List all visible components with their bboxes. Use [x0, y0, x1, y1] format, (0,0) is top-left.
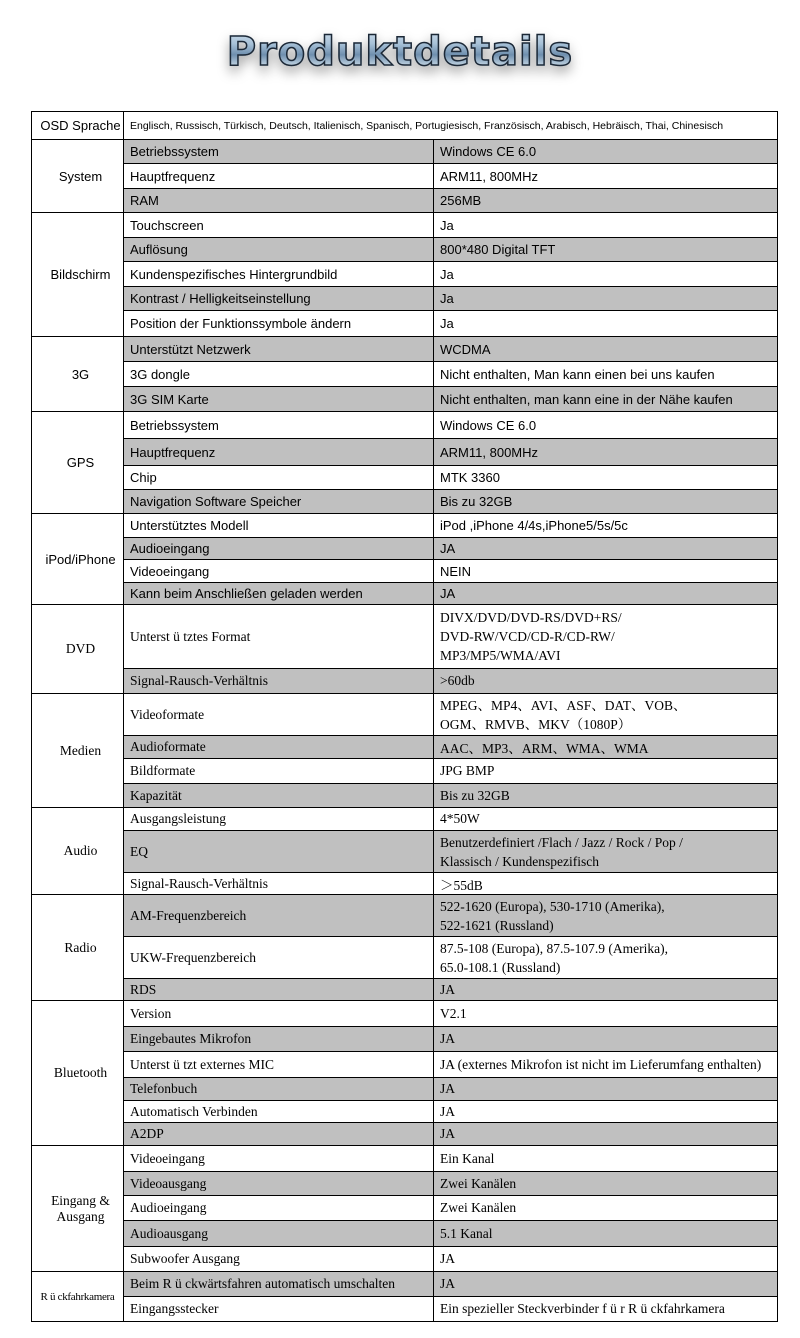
- spec-row: [32, 439, 778, 466]
- spec-row: [32, 238, 778, 262]
- spec-key: Telefonbuch: [124, 1078, 434, 1101]
- category-kamera: R ü ckfahrkamera: [32, 1272, 124, 1322]
- spec-key: Kundenspezifisches Hintergrundbild: [124, 262, 434, 287]
- spec-row: [32, 466, 778, 490]
- spec-row: [32, 808, 778, 831]
- spec-row: [32, 140, 778, 164]
- spec-key: Videoausgang: [124, 1172, 434, 1196]
- spec-value: ARM11, 800MHz: [434, 439, 778, 466]
- spec-key: Eingebautes Mikrofon: [124, 1027, 434, 1052]
- header-banner: [0, 24, 800, 94]
- spec-label-osd: OSD Sprache: [32, 112, 124, 140]
- spec-value: 522-1620 (Europa), 530-1710 (Amerika), 522-1621 (Russland): [434, 895, 778, 937]
- spec-key: Chip: [124, 466, 434, 490]
- spec-value: Benutzerdefiniert /Flach / Jazz / Rock / Pop / Klassisch / Kundenspezifisch: [434, 831, 778, 873]
- category-radio: Radio: [32, 895, 124, 1001]
- spec-value: Zwei Kanälen: [434, 1172, 778, 1196]
- spec-row: [32, 873, 778, 895]
- category-medien: Medien: [32, 694, 124, 808]
- category-dvd: DVD: [32, 605, 124, 694]
- spec-value: NEIN: [434, 560, 778, 583]
- spec-value: JPG BMP: [434, 759, 778, 784]
- spec-key: Audioeingang: [124, 538, 434, 560]
- product-specs-table: [31, 111, 778, 1322]
- spec-key: AM-Frequenzbereich: [124, 895, 434, 937]
- spec-value: 4*50W: [434, 808, 778, 831]
- spec-key: Ausgangsleistung: [124, 808, 434, 831]
- spec-key: Kann beim Anschließen geladen werden: [124, 583, 434, 605]
- spec-value: JA: [434, 1123, 778, 1146]
- spec-row: [32, 583, 778, 605]
- spec-key: Signal-Rausch-Verhältnis: [124, 669, 434, 694]
- spec-key: Hauptfrequenz: [124, 439, 434, 466]
- spec-value: Ja: [434, 262, 778, 287]
- spec-value: JA: [434, 583, 778, 605]
- spec-row: [32, 490, 778, 514]
- spec-key: Signal-Rausch-Verhältnis: [124, 873, 434, 895]
- spec-row: [32, 1247, 778, 1272]
- spec-value: Windows CE 6.0: [434, 412, 778, 439]
- spec-key: Unterst ü tztes Format: [124, 605, 434, 669]
- spec-value: ＞55dB: [434, 873, 778, 895]
- spec-row: [32, 287, 778, 311]
- spec-key: Eingangsstecker: [124, 1297, 434, 1322]
- spec-row: [32, 1123, 778, 1146]
- spec-row: [32, 560, 778, 583]
- spec-key: Audioeingang: [124, 1196, 434, 1221]
- spec-row: [32, 337, 778, 362]
- spec-row: [32, 189, 778, 213]
- spec-key: Betriebssystem: [124, 412, 434, 439]
- spec-key: Subwoofer Ausgang: [124, 1247, 434, 1272]
- spec-key: Kapazität: [124, 784, 434, 808]
- spec-key: Betriebssystem: [124, 140, 434, 164]
- spec-row: [32, 831, 778, 873]
- spec-value: Ja: [434, 311, 778, 337]
- spec-value: Zwei Kanälen: [434, 1196, 778, 1221]
- spec-value: Nicht enthalten, Man kann einen bei uns kaufen: [434, 362, 778, 387]
- spec-row: [32, 362, 778, 387]
- spec-row: [32, 605, 778, 669]
- spec-row: [32, 412, 778, 439]
- category-g3: 3G: [32, 337, 124, 412]
- spec-value: Bis zu 32GB: [434, 490, 778, 514]
- spec-key: Kontrast / Helligkeitseinstellung: [124, 287, 434, 311]
- spec-key: Automatisch Verbinden: [124, 1101, 434, 1123]
- spec-key: Videoformate: [124, 694, 434, 736]
- spec-row: [32, 895, 778, 937]
- spec-value: DIVX/DVD/DVD-RS/DVD+RS/ DVD-RW/VCD/CD-R/CD-RW/ MP3/MP5/WMA/AVI: [434, 605, 778, 669]
- category-bluetooth: Bluetooth: [32, 1001, 124, 1146]
- spec-key: 3G SIM Karte: [124, 387, 434, 412]
- spec-row: [32, 694, 778, 736]
- spec-key: RDS: [124, 979, 434, 1001]
- spec-key: EQ: [124, 831, 434, 873]
- spec-row: [32, 759, 778, 784]
- spec-row: [32, 387, 778, 412]
- spec-value: V2.1: [434, 1001, 778, 1027]
- spec-row: [32, 1078, 778, 1101]
- spec-value: JA (externes Mikrofon ist nicht im Lieferumfang enthalten): [434, 1052, 778, 1078]
- spec-row: [32, 311, 778, 337]
- spec-value: AAC、MP3、ARM、WMA、WMA: [434, 736, 778, 759]
- spec-key: Unterstütztes Modell: [124, 514, 434, 538]
- spec-row: [32, 1101, 778, 1123]
- spec-value: JA: [434, 1078, 778, 1101]
- spec-value: MTK 3360: [434, 466, 778, 490]
- spec-value: JA: [434, 1027, 778, 1052]
- spec-key: UKW-Frequenzbereich: [124, 937, 434, 979]
- spec-value: JA: [434, 1247, 778, 1272]
- spec-key: Audioausgang: [124, 1221, 434, 1247]
- category-bildschirm: Bildschirm: [32, 213, 124, 337]
- spec-key: RAM: [124, 189, 434, 213]
- spec-value: >60db: [434, 669, 778, 694]
- spec-key: 3G dongle: [124, 362, 434, 387]
- spec-row: [32, 213, 778, 238]
- spec-value: iPod ,iPhone 4/4s,iPhone5/5s/5c: [434, 514, 778, 538]
- spec-key: Touchscreen: [124, 213, 434, 238]
- spec-row-osd: [32, 112, 778, 140]
- spec-key: A2DP: [124, 1123, 434, 1146]
- spec-row: [32, 262, 778, 287]
- spec-value: Ein Kanal: [434, 1146, 778, 1172]
- spec-row: [32, 1297, 778, 1322]
- spec-row: [32, 669, 778, 694]
- spec-value: JA: [434, 979, 778, 1001]
- spec-value: JA: [434, 538, 778, 560]
- spec-row: [32, 736, 778, 759]
- spec-value: JA: [434, 1272, 778, 1297]
- spec-value: 800*480 Digital TFT: [434, 238, 778, 262]
- spec-key: Navigation Software Speicher: [124, 490, 434, 514]
- category-audio: Audio: [32, 808, 124, 895]
- page-title: Produktdetails: [221, 24, 579, 80]
- spec-value: Nicht enthalten, man kann eine in der Nähe kaufen: [434, 387, 778, 412]
- spec-row: [32, 1272, 778, 1297]
- spec-value: JA: [434, 1101, 778, 1123]
- spec-value: 87.5-108 (Europa), 87.5-107.9 (Amerika), 65.0-108.1 (Russland): [434, 937, 778, 979]
- spec-key: Videoeingang: [124, 560, 434, 583]
- spec-row: [32, 937, 778, 979]
- category-gps: GPS: [32, 412, 124, 514]
- spec-key: Unterst ü tzt externes MIC: [124, 1052, 434, 1078]
- spec-row: [32, 1001, 778, 1027]
- spec-value: Bis zu 32GB: [434, 784, 778, 808]
- spec-key: Hauptfrequenz: [124, 164, 434, 189]
- spec-key: Version: [124, 1001, 434, 1027]
- spec-key: Unterstützt Netzwerk: [124, 337, 434, 362]
- spec-key: Audioformate: [124, 736, 434, 759]
- spec-value: MPEG、MP4、AVI、ASF、DAT、VOB、 OGM、RMVB、MKV（1080P）: [434, 694, 778, 736]
- spec-row: [32, 784, 778, 808]
- spec-value: 256MB: [434, 189, 778, 213]
- category-ipod: iPod/iPhone: [32, 514, 124, 605]
- spec-value-osd: Englisch, Russisch, Türkisch, Deutsch, Italienisch, Spanisch, Portugiesisch, Französisch, Arabisch, Hebräisch, Thai, Chinesisch: [124, 112, 778, 140]
- spec-key: Videoeingang: [124, 1146, 434, 1172]
- spec-row: [32, 979, 778, 1001]
- spec-value: WCDMA: [434, 337, 778, 362]
- spec-value: 5.1 Kanal: [434, 1221, 778, 1247]
- spec-key: Beim R ü ckwärtsfahren automatisch umschalten: [124, 1272, 434, 1297]
- category-io: Eingang & Ausgang: [32, 1146, 124, 1272]
- category-system: System: [32, 140, 124, 213]
- spec-key: Bildformate: [124, 759, 434, 784]
- spec-value: Ja: [434, 287, 778, 311]
- spec-value: Ein spezieller Steckverbinder f ü r R ü ckfahrkamera: [434, 1297, 778, 1322]
- spec-row: [32, 1221, 778, 1247]
- spec-key: Auflösung: [124, 238, 434, 262]
- spec-row: [32, 1196, 778, 1221]
- spec-row: [32, 514, 778, 538]
- spec-row: [32, 1027, 778, 1052]
- spec-value: Windows CE 6.0: [434, 140, 778, 164]
- spec-row: [32, 164, 778, 189]
- spec-value: Ja: [434, 213, 778, 238]
- spec-row: [32, 1052, 778, 1078]
- spec-row: [32, 538, 778, 560]
- spec-key: Position der Funktionssymbole ändern: [124, 311, 434, 337]
- spec-value: ARM11, 800MHz: [434, 164, 778, 189]
- spec-row: [32, 1172, 778, 1196]
- spec-row: [32, 1146, 778, 1172]
